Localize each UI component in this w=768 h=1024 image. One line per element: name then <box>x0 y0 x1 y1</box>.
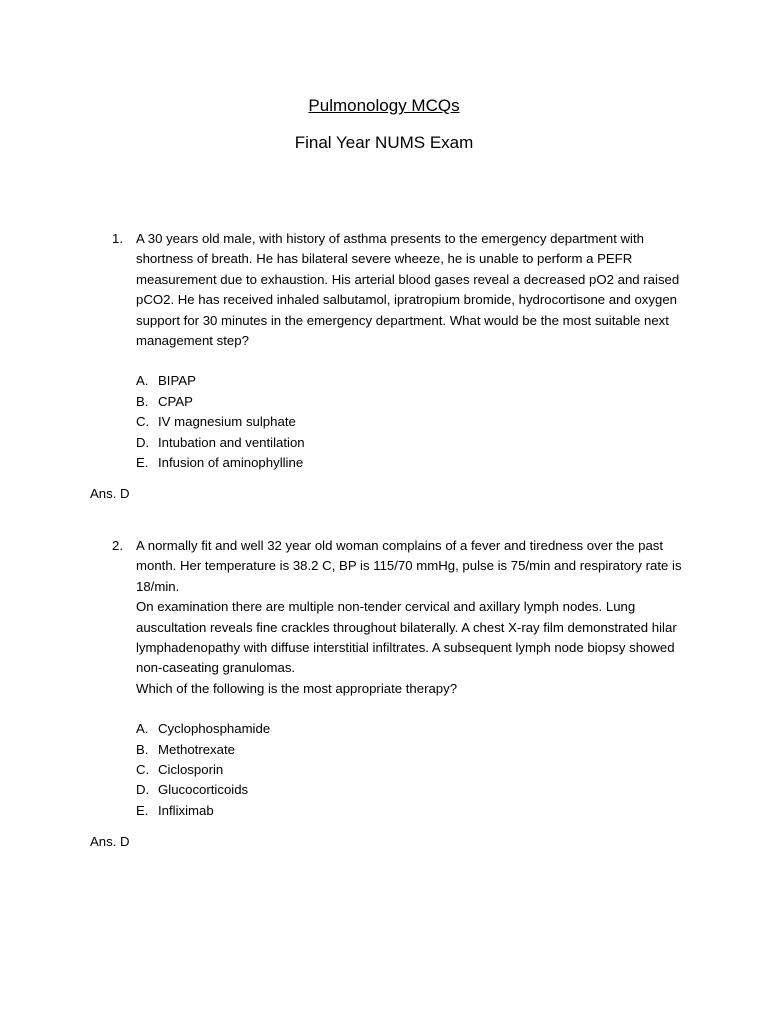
option-text: CPAP <box>158 393 193 409</box>
option-letter: D. <box>136 782 150 798</box>
question-2 <box>112 536 682 821</box>
option-text: IV magnesium sulphate <box>158 414 296 430</box>
question-paragraph: A 30 years old male, with history of asthma presents to the emergency department with shortness of breath. He has bilateral severe wheeze, he is unable to perform a PEFR measurement due to exhaustion. His arterial blood gases reveal a decreased pO2 and raised pCO2. He has received inhaled salbutamol, ipratropium bromide, hydrocortisone and oxygen support for 30 minutes in the emergency department. What would be the most suitable next management step? <box>136 231 680 349</box>
options-list <box>112 719 682 821</box>
option-d <box>112 780 682 800</box>
document-subtitle: Final Year NUMS Exam <box>294 133 474 152</box>
option-a <box>112 719 682 739</box>
document-title: Pulmonology MCQs <box>308 96 460 115</box>
option-e <box>112 801 682 821</box>
question-stem <box>136 229 682 351</box>
option-b <box>112 740 682 760</box>
question-paragraph: On examination there are multiple non-tender cervical and axillary lymph nodes. Lung auscultation reveals fine crackles throughout bilaterally. A chest X-ray film demonstrated hilar lymphadenopathy with diffuse interstitial infiltrates. A subsequent lymph node biopsy showed non-caseating granulomas. <box>136 599 677 676</box>
question-1 <box>112 229 682 473</box>
option-text: Cyclophosphamide <box>158 721 271 737</box>
answer-1: Ans. D <box>90 486 130 501</box>
option-letter: E. <box>136 802 149 818</box>
question-number: 2. <box>112 538 123 553</box>
question-number: 1. <box>112 231 123 246</box>
option-letter: C. <box>136 762 150 778</box>
option-letter: E. <box>136 455 149 470</box>
option-text: BIPAP <box>158 373 196 389</box>
option-text: Infusion of aminophylline <box>158 455 304 470</box>
answer-2: Ans. D <box>90 834 130 849</box>
option-letter: B. <box>136 741 149 757</box>
option-text: Infliximab <box>158 802 214 818</box>
option-letter: C. <box>136 414 150 430</box>
option-letter: B. <box>136 393 149 409</box>
option-letter: A. <box>136 373 149 389</box>
option-text: Glucocorticoids <box>158 782 249 798</box>
option-a <box>112 371 682 391</box>
option-b <box>112 392 682 412</box>
option-letter: D. <box>136 434 150 450</box>
option-d <box>112 433 682 453</box>
option-letter: A. <box>136 721 149 737</box>
option-c <box>112 412 682 432</box>
question-paragraph: A normally fit and well 32 year old woman complains of a fever and tiredness over the past month. Her temperature is 38.2 C, BP is 115/70 mmHg, pulse is 75/min and respiratory rate is 18/min. <box>136 538 682 594</box>
option-e <box>112 453 682 473</box>
option-text: Methotrexate <box>158 741 235 757</box>
question-stem <box>136 536 682 699</box>
option-c <box>112 760 682 780</box>
options-list <box>112 371 682 473</box>
option-text: Ciclosporin <box>158 762 224 778</box>
question-paragraph: Which of the following is the most appropriate therapy? <box>136 680 458 696</box>
option-text: Intubation and ventilation <box>158 434 305 450</box>
